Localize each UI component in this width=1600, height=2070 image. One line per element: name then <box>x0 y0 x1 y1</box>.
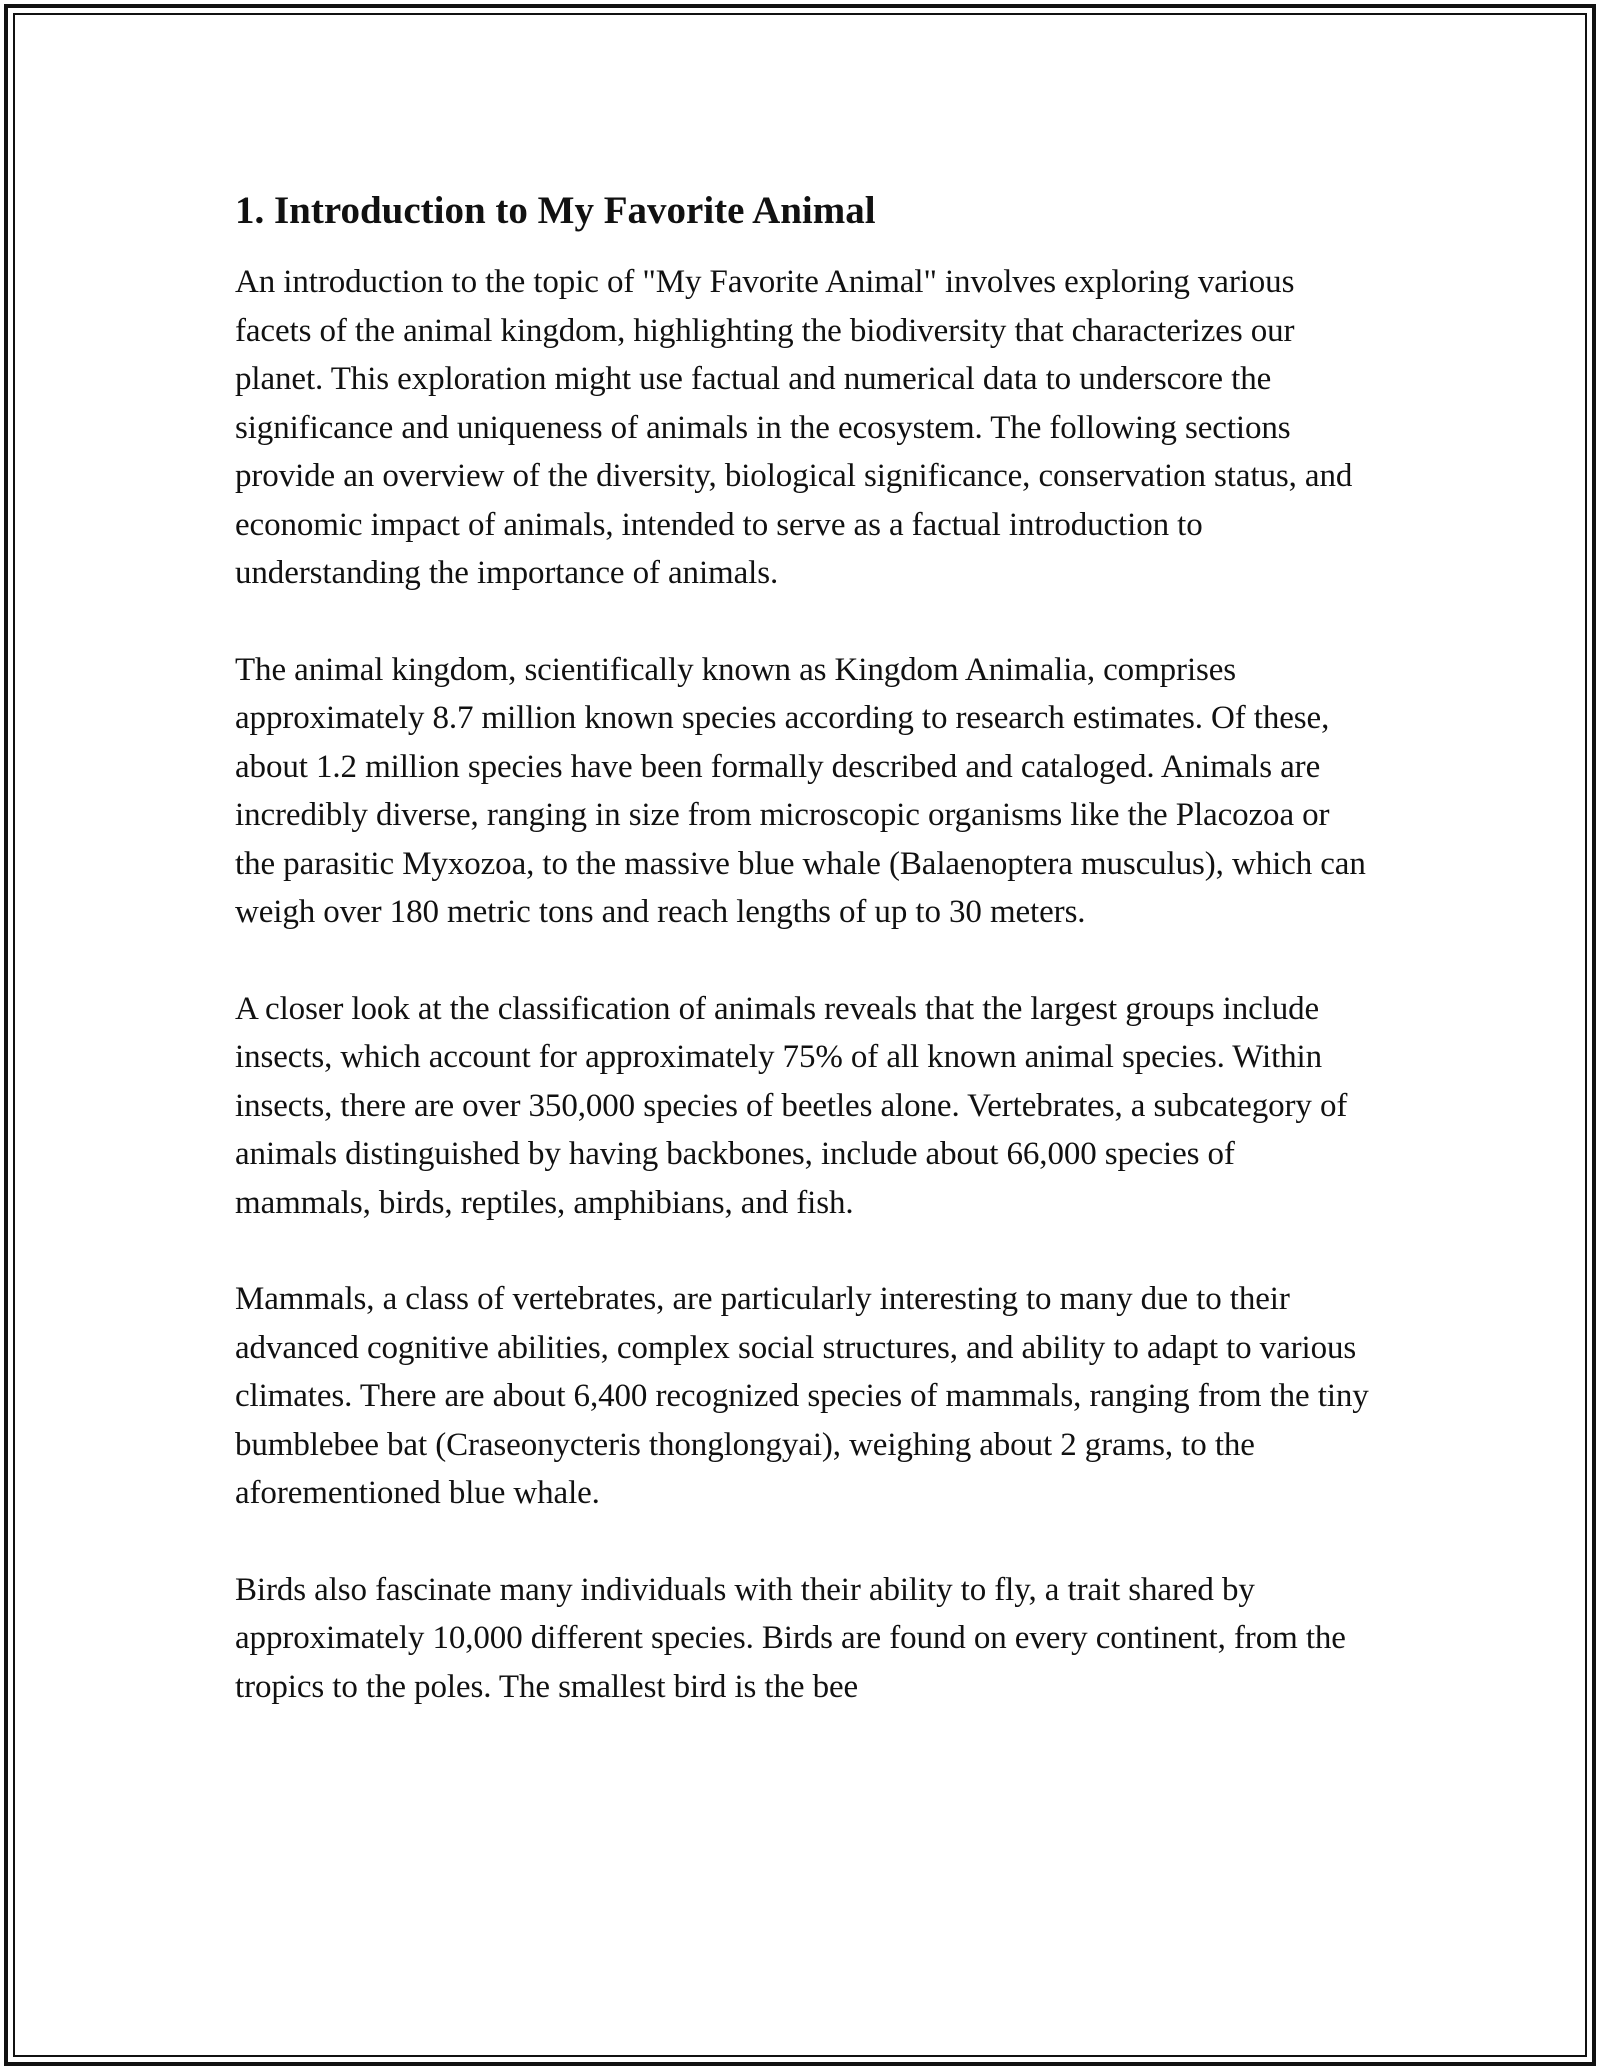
paragraph-introduction: An introduction to the topic of "My Favorite Animal" involves exploring various facets of the animal kingdom, highlighting the biodiversity that characterizes our planet. This exploration might use factual and numerical data to underscore the significance and uniqueness of animals in the ecosystem. The following sections provide an overview of the diversity, biological significance, conservation status, and economic impact of animals, intended to serve as a factual introduction to understanding the importance of animals. <box>235 264 1353 591</box>
paragraph-classification: A closer look at the classification of animals reveals that the largest groups include insects, which account for approximately 75% of all known animal species. Within insects, there are over 350,000 species of beetles alone. Vertebrates, a subcategory of animals distinguished by having backbones, include about 66,000 species of mammals, birds, reptiles, amphibians, and fish. <box>235 990 1348 1221</box>
section-heading: 1. Introduction to My Favorite Animal <box>235 189 876 232</box>
paragraph-animal-kingdom: The animal kingdom, scientifically known as Kingdom Animalia, comprises approximately 8.7 million known species according to research estimates. Of these, about 1.2 million species have been formally described and cataloged. Animals are incredibly diverse, ranging in size from microscopic organisms like the Placozoa or the parasitic Myxozoa, to the massive blue whale (Balaenoptera musculus), which can weigh over 180 metric tons and reach lengths of up to 30 meters. <box>235 651 1366 930</box>
document-body <box>235 186 1375 1711</box>
paragraph-birds: Birds also fascinate many individuals with their ability to fly, a trait shared by approximately 10,000 different species. Birds are found on every continent, from the tropics to the poles. The smallest bird is the bee <box>235 1571 1346 1705</box>
paragraph-mammals: Mammals, a class of vertebrates, are particularly interesting to many due to their advanced cognitive abilities, complex social structures, and ability to adapt to various climates. There are about 6,400 recognized species of mammals, ranging from the tiny bumblebee bat (Craseonycteris thonglongyai), weighing about 2 grams, to the aforementioned blue whale. <box>235 1281 1369 1511</box>
